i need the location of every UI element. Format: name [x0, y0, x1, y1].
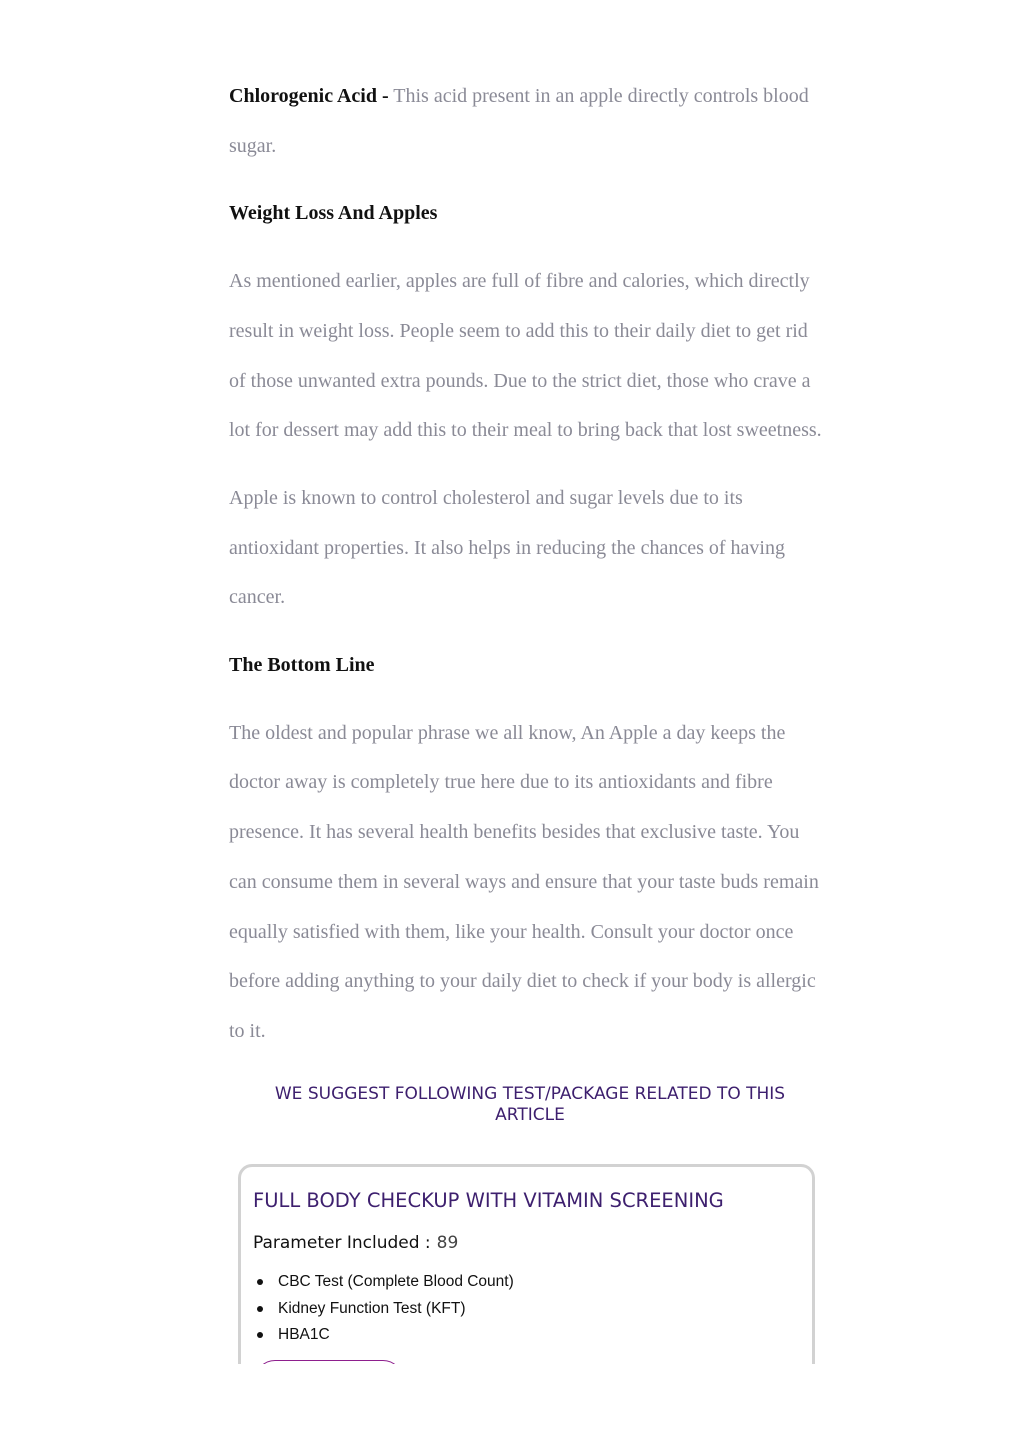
chlorogenic-acid-text: This acid present in an apple directly controls blood sugar. — [229, 85, 809, 157]
cholesterol-paragraph: Apple is known to control cholesterol and sugar levels due to its antioxidant properties. It also helps in reducing the chances of having cancer. — [229, 486, 785, 609]
article-body — [229, 72, 829, 1075]
chlorogenic-acid-label: Chlorogenic Acid - — [229, 85, 389, 107]
parameter-row — [253, 1233, 458, 1253]
list-item — [253, 1296, 514, 1323]
bottom-line-heading: The Bottom Line — [229, 654, 375, 677]
bullet-icon — [257, 1332, 263, 1338]
test-list — [253, 1269, 514, 1349]
test-name: HBA1C — [278, 1326, 330, 1343]
weight-loss-paragraph: As mentioned earlier, apples are full of fibre and calories, which directly result in weight loss. People seem to add this to their daily diet to get rid of those unwanted extra pounds. Due to the strict diet, those who crave a lot for dessert may add this to their meal to bring back that lost sweetness. — [229, 270, 822, 442]
package-title[interactable]: FULL BODY CHECKUP WITH VITAMIN SCREENING — [253, 1189, 724, 1212]
page-bottom-margin — [0, 1364, 1024, 1449]
list-item — [253, 1322, 514, 1349]
chlorogenic-acid-paragraph — [229, 72, 829, 171]
bullet-icon — [257, 1306, 263, 1312]
list-item — [253, 1269, 514, 1296]
parameter-count: 89 — [436, 1233, 459, 1253]
test-name: CBC Test (Complete Blood Count) — [278, 1273, 514, 1290]
suggested-tests-heading: WE SUGGEST FOLLOWING TEST/PACKAGE RELATED TO THIS ARTICLE — [274, 1084, 786, 1125]
test-name: Kidney Function Test (KFT) — [278, 1299, 466, 1317]
weight-loss-heading: Weight Loss And Apples — [229, 202, 438, 225]
bottom-line-paragraph: The oldest and popular phrase we all know, An Apple a day keeps the doctor away is completely true here due to its antioxidants and fibre presence. It has several health benefits besides that exclusive taste. You can consume them in several ways and ensure that your taste buds remain equally satisfied with them, like your health. Consult your doctor once before adding anything to your daily diet to check if your body is allergic to it. — [229, 721, 819, 1042]
parameter-label: Parameter Included : — [253, 1233, 431, 1253]
bullet-icon — [257, 1279, 263, 1285]
